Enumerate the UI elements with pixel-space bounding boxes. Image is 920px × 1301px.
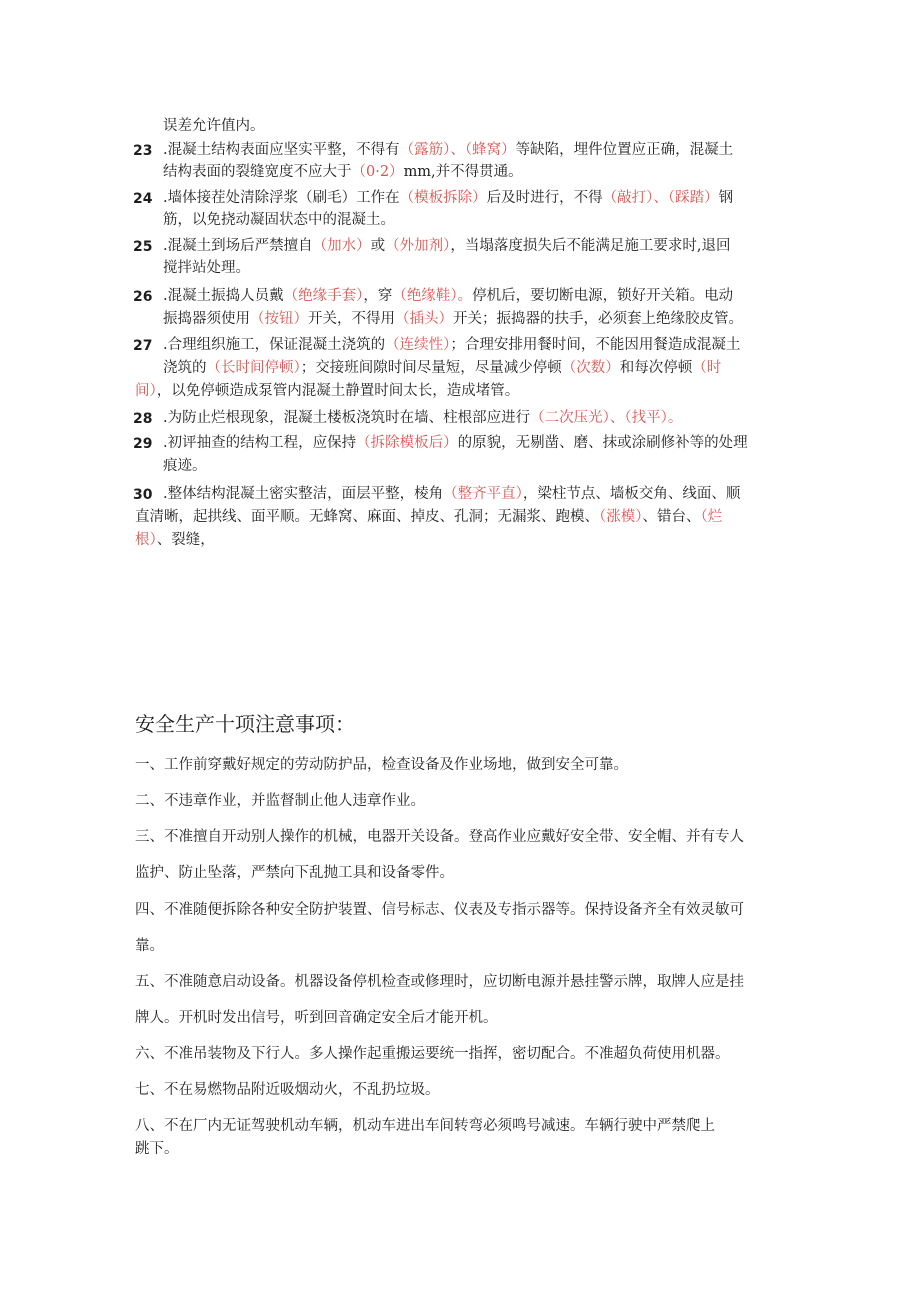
item-text-line [135,530,215,550]
item-text-line [163,188,733,208]
item-text-line [163,433,748,453]
safety-line: 八、不在厂内无证驾驶机动车辆，机动车进出车间转弯必须鸣号减速。车辆行驶中严禁爬上 [135,1118,715,1134]
answer-fill: （烂 [700,509,723,525]
text-segment: 痕迹。 [163,458,207,474]
answer-fill: （插头） [395,311,453,327]
item-text-line [163,286,733,306]
text-segment: .初评抽查的结构工程，应保持 [163,435,357,451]
item-number: 30 [133,487,153,503]
safety-line: 监护、防止坠落，严禁向下乱抛工具和设备零件。 [135,865,454,881]
answer-fill: 间） [135,383,157,399]
safety-heading: 安全生产十项注意事项： [135,712,355,736]
text-segment: 等缺陷，埋件位置应正确，混凝土 [515,142,734,158]
text-segment: 振捣器须使用 [163,311,250,327]
safety-line: 四、不准随便拆除各种安全防护装置、信号标志、仪表及专指示器等。保持设备齐全有效灵敏可 [135,902,744,918]
text-segment: 钢 [718,190,734,206]
safety-line: 三、不准擅自开动别人操作的机械，电器开关设备。登高作业应戴好安全带、安全帽、并有专人 [135,829,744,845]
answer-fill: （涨模） [599,509,643,525]
text-segment: .混凝土振捣人员戴 [163,288,284,304]
text-segment: ，当塌落度损失后不能满足施工要求时,退回 [450,238,731,254]
item-text-line [163,162,523,182]
safety-line: 靠。 [135,938,164,954]
item-number: 29 [133,436,153,452]
text-segment: ，穿 [363,288,393,304]
item-number: 26 [133,289,153,305]
text-segment: 误差允许值内。 [163,118,265,134]
item-text-line [163,335,740,355]
text-segment: ；交接班间隙时间尽量短，尽量减少停顿 [300,360,562,376]
answer-fill: （按钮） [250,311,308,327]
text-segment: .混凝土到场后严禁擅自 [163,238,313,254]
text-segment: 后及时进行，不得 [486,190,603,206]
text-segment: 开关；振捣器的扶手，必须套上绝缘胶皮管。 [453,311,743,327]
safety-line: 跳下。 [135,1141,179,1157]
answer-fill: （时 [692,360,722,376]
text-segment: ，以免停顿造成泵管内混凝土静置时间太长，造成堵管。 [156,383,520,399]
safety-line: 七、不在易燃物品附近吸烟动火，不乱扔垃圾。 [135,1082,440,1098]
answer-fill: （绝缘鞋）。 [392,288,473,304]
item-text-line [135,381,519,401]
text-segment: ，梁柱节点、墙板交角、线面、顺 [522,486,741,502]
text-segment: ；合理安排用餐时间，不能因用餐造成混凝土 [450,337,741,353]
text-segment: 开关，不得用 [308,311,395,327]
item-text-line [163,456,207,476]
answer-fill: （整齐平直） [443,486,523,502]
text-segment: 筋，以免挠动凝固状态中的混凝土。 [163,212,395,228]
text-segment: .整体结构混凝土密实整洁，面层平整，棱角 [163,486,444,502]
item-number: 24 [133,191,153,207]
answer-fill: 根） [135,532,157,548]
text-segment: mm,并不得贯通。 [403,164,523,180]
answer-fill: （模板拆除） [399,190,487,206]
item-number: 25 [133,239,153,255]
text-segment: 搅拌站处理。 [163,260,250,276]
item-text-line [163,236,730,256]
text-segment: 浇筑的 [163,360,207,376]
text-segment: 停机后，要切断电源，锁好开关箱。电动 [472,288,734,304]
item-text-line [163,358,721,378]
answer-fill: （拆除模板后） [356,435,458,451]
answer-fill: （外加剂） [385,238,451,254]
safety-line: 牌人。开机时发出信号，听到回音确定安全后才能开机。 [135,1010,498,1026]
answer-fill: （连续性） [385,337,451,353]
item-number: 23 [133,143,153,159]
answer-fill: （露筋）、（蜂窝） [399,142,516,158]
answer-fill: （次数） [561,360,620,376]
answer-fill: （0·2） [351,164,404,180]
item-text-line [163,484,740,504]
text-segment: 直清晰，起拱线、面平顺。无蜂窝、麻面、掉皮、孔洞；无漏浆、跑模、 [135,509,599,525]
safety-line: 六、不准吊装物及下行人。多人操作起重搬运要统一指挥，密切配合。不准超负荷使用机器。 [135,1046,730,1062]
answer-fill: （加水） [312,238,371,254]
text-segment: .合理组织施工，保证混凝土浇筑的 [163,337,386,353]
item-text-line [163,116,265,136]
item-text-line [163,258,250,278]
item-text-line [135,507,722,527]
item-number: 28 [133,411,153,427]
safety-line: 二、不违章作业，并监督制止他人违章作业。 [135,793,425,809]
text-segment: .墙体接茬处清除浮浆（刷毛）工作在 [163,190,400,206]
item-text-line [163,408,682,428]
text-segment: 、裂缝， [156,532,215,548]
item-text-line [163,210,395,230]
text-segment: 或 [370,238,386,254]
text-segment: 的原貌，无剔凿、磨、抹或涂刷修补等的处理 [457,435,748,451]
item-number: 27 [133,338,153,354]
answer-fill: （绝缘手套） [283,288,364,304]
answer-fill: （二次压光）、（找平）。 [530,410,683,426]
text-segment: 结构表面的裂缝宽度不应大于 [163,164,352,180]
text-segment: 、错台、 [642,509,701,525]
item-text-line [163,140,733,160]
item-text-line [163,309,743,329]
answer-fill: （敲打）、（踩踏） [602,190,719,206]
text-segment: 和每次停顿 [619,360,693,376]
safety-line: 一、工作前穿戴好规定的劳动防护品，检查设备及作业场地，做到安全可靠。 [135,757,628,773]
text-segment: .为防止烂根现象，混凝土楼板浇筑时在墙、柱根部应进行 [163,410,531,426]
answer-fill: （长时间停顿） [206,360,301,376]
text-segment: .混凝土结构表面应坚实平整，不得有 [163,142,400,158]
safety-line: 五、不准随意启动设备。机器设备停机检查或修理时，应切断电源并悬挂警示牌，取牌人应是挂 [135,974,744,990]
